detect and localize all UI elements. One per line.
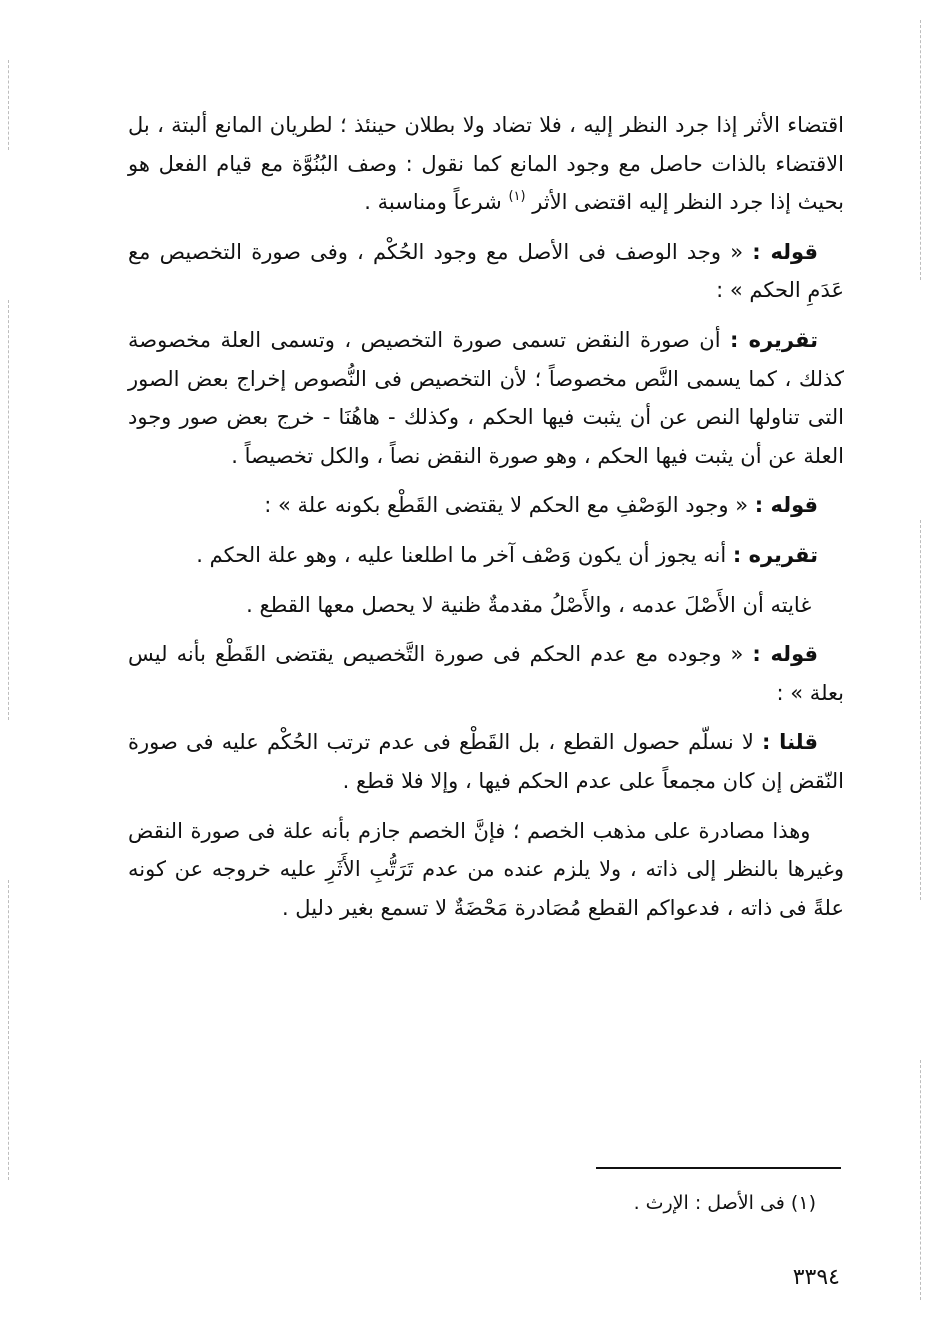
- text-line: ليس بعلة » :: [128, 642, 844, 705]
- text-line: « وجوده مع عدم الحكم فى صورة التَّخصيص يقتضى القَطْع بأنه: [176, 642, 744, 667]
- paragraph-label: تقريره :: [730, 327, 818, 352]
- scan-margin-line: [8, 300, 9, 720]
- paragraph: [128, 812, 844, 928]
- text-line: خروجه عن كونه علةً فى ذاته ، فدعواكم القطع مُصَادرة مَحْضَةٌ لا تسمع بغير: [128, 857, 844, 920]
- paragraph: [128, 321, 844, 475]
- paragraph: [128, 586, 844, 625]
- paragraph-label: قلنا :: [761, 730, 818, 755]
- text-line: النقض وغيرها بالنظر إلى ذاته ، ولا يلزم عنده من عدم تَرَتُّبِ الأَثَرِ عليه: [128, 818, 844, 882]
- text-line: « وجد الوصف فى الأصل مع وجود الحُكْم ، وفى صورة: [251, 239, 744, 264]
- paragraph: [128, 486, 844, 525]
- scan-margin-line: [8, 60, 9, 150]
- text-line: التخصيص مع عَدَمِ الحكم » :: [128, 239, 844, 303]
- text-line: وهو صورة النقض نصاً ، والكل تخصيصاً .: [231, 443, 578, 468]
- text-line: وهذا مصادرة على مذهب الخصم ؛ فإنَّ الخصم جازم بأنه علة فى صورة: [190, 818, 811, 843]
- text-line: مخصوصة كذلك ، كما يسمى النَّص مخصوصاً ؛ لأن التخصيص فى: [128, 327, 844, 391]
- text-line: وكذلك - هاهُنَا - خرج بعض صور وجود العلة عن أن يثبت فيها الحكم ،: [128, 405, 844, 468]
- scan-margin-line: [920, 20, 921, 280]
- text-line: دليل .: [281, 895, 334, 920]
- text-line: شرعاً ومناسبة .: [364, 190, 502, 215]
- paragraph-label: قوله :: [752, 239, 818, 264]
- paragraph-label: قوله :: [752, 642, 818, 667]
- scan-margin-line: [920, 1060, 921, 1300]
- footnote-separator: [596, 1167, 841, 1169]
- scan-margin-line: [920, 520, 921, 900]
- text-line: صورة النّقض إن كان مجمعاً على عدم الحكم فيها ، وإلا فلا قطع .: [128, 730, 844, 793]
- paragraph: [128, 233, 844, 310]
- footnote-marker: (١): [508, 189, 526, 205]
- text-line: ألبتة ، بل الاقتضاء بالذات حاصل مع وجود المانع كما نقول : وصف البُنُوَّة: [128, 113, 844, 176]
- footnote: (١) فى الأصل : الإرث .: [633, 1192, 816, 1214]
- text-line: مع قيام الفعل هو بحيث إذا جرد النظر إليه اقتضى الأثر: [128, 151, 844, 215]
- text-line: أن صورة النقض تسمى صورة التخصيص ، وتسمى العلة: [220, 327, 721, 352]
- text-line: لا نسلّم حصول القطع ، بل القَطْع فى عدم ترتب الحُكْم عليه فى: [186, 730, 754, 755]
- paragraph: [128, 635, 844, 712]
- paragraph-label: تقريره :: [732, 542, 818, 567]
- paragraph-label: قوله :: [754, 493, 818, 518]
- paragraph: [128, 106, 844, 222]
- text-line: النُّصوص إخراج بعض الصور التى تناولها النص عن أن يثبت فيها الحكم ،: [128, 366, 844, 430]
- text-line: غايته أن الأَصْلَ عدمه ، والأَصْلُ مقدمةٌ ظنية لا يحصل معها القطع .: [246, 592, 812, 617]
- paragraph: [128, 723, 844, 800]
- page-number: ٣٣٩٤: [792, 1265, 840, 1290]
- text-line: أنه يجوز أن يكون وَصْف آخر ما اطلعنا عليه ، وهو علة الحكم .: [196, 542, 727, 567]
- scan-margin-line: [8, 880, 9, 1180]
- paragraph: [128, 536, 844, 575]
- text-line: اقتضاء الأثر إذا جرد النظر إليه ، فلا تضاد ولا بطلان حينئذ ؛ لطريان المانع: [214, 113, 844, 137]
- body-text: [128, 106, 844, 927]
- text-line: « وجود الوَصْفِ مع الحكم لا يقتضى القَطْع بكونه علة » :: [264, 493, 749, 518]
